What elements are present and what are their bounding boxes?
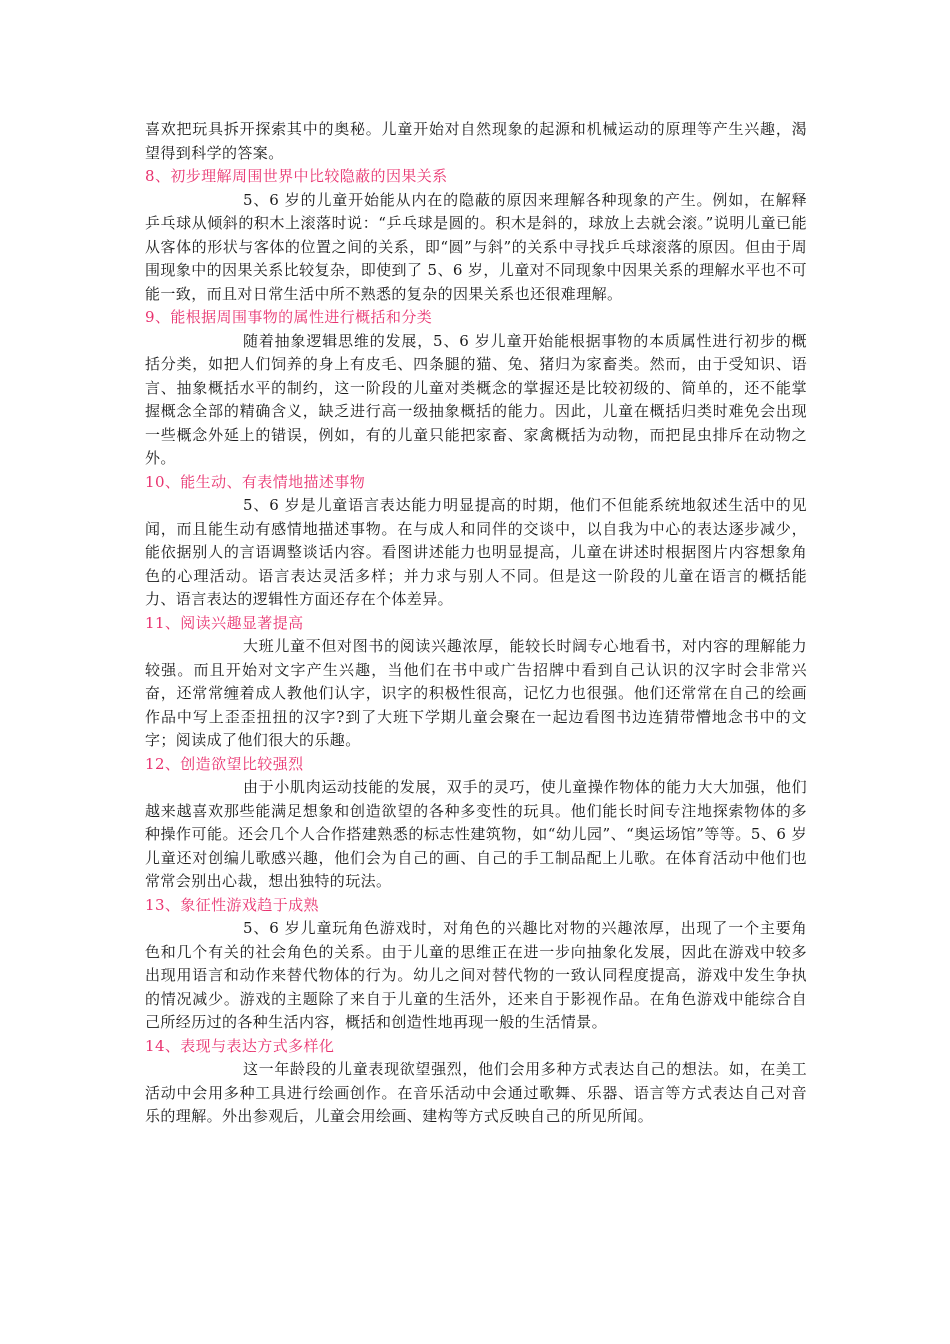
section-11 (145, 612, 807, 753)
section-10 (145, 471, 807, 612)
section-9 (145, 306, 807, 471)
section-body: 5、6 岁是儿童语言表达能力明显提高的时期，他们不但能系统地叙述生活中的见闻，而且能生动有感情地描述事物。在与成人和同伴的交谈中，以自我为中心的表达逐步减少，能依据别人的言语调整谈话内容。看图讲述能力也明显提高，儿童在讲述时根据图片内容想象角色的心理活动。语言表达灵活多样；并力求与别人不同。但是这一阶段的儿童在语言的概括能力、语言表达的逻辑性方面还存在个体差异。 (145, 496, 807, 608)
intro-paragraph: 喜欢把玩具拆开探索其中的奥秘。儿童开始对自然现象的起源和机械运动的原理等产生兴趣，渴望得到科学的答案。 (145, 120, 807, 162)
section-12 (145, 753, 807, 894)
section-13 (145, 894, 807, 1035)
section-body: 由于小肌肉运动技能的发展，双手的灵巧，使儿童操作物体的能力大大加强，他们越来越喜欢那些能满足想象和创造欲望的各种多变性的玩具。他们能长时间专注地探索物体的多种操作可能。还会几个人合作搭建熟悉的标志性建筑物，如“幼儿园”、“奥运场馆”等等。5、6 岁儿童还对创编儿歌感兴趣，他们会为自己的画、自己的手工制品配上儿歌。在体育活动中他们也常常会别出心裁，想出独特的玩法。 (145, 778, 807, 890)
section-heading: 11、阅读兴趣显著提高 (145, 613, 304, 632)
section-8 (145, 165, 807, 306)
section-heading: 10、能生动、有表情地描述事物 (145, 472, 366, 491)
section-body: 5、6 岁的儿童开始能从内在的隐蔽的原因来理解各种现象的产生。例如，在解释乒乓球从倾斜的积木上滚落时说：“乒乓球是圆的。积木是斜的，球放上去就会滚。”说明儿童已能从客体的形状与客体的位置之间的关系，即“圆”与斜”的关系中寻找乒乓球滚落的原因。但由于周围现象中的因果关系比较复杂，即使到了 5、6 岁，儿童对不同现象中因果关系的理解水平也不可能一致，而且对日常生活中所不熟悉的复杂的因果关系也还很难理解。 (145, 190, 807, 303)
section-body: 5、6 岁儿童玩角色游戏时，对角色的兴趣比对物的兴趣浓厚，出现了一个主要角色和几个有关的社会角色的关系。由于儿童的思维正在进一步向抽象化发展，因此在游戏中较多出现用语言和动作来替代物体的行为。幼儿之间对替代物的一致认同程度提高，游戏中发生争执的情况减少。游戏的主题除了来自于儿童的生活外，还来自于影视作品。在角色游戏中能综合自己所经历过的各种生活内容，概括和创造性地再现一般的生活情景。 (145, 919, 807, 1031)
section-body: 这一年龄段的儿童表现欲望强烈，他们会用多种方式表达自己的想法。如，在美工活动中会用多种工具进行绘画创作。在音乐活动中会通过歌舞、乐器、语言等方式表达自己对音乐的理解。外出参观后，儿童会用绘画、建构等方式反映自己的所见所闻。 (145, 1060, 807, 1125)
document-page (145, 118, 807, 1129)
section-heading: 14、表现与表达方式多样化 (145, 1036, 335, 1055)
section-body: 随着抽象逻辑思维的发展，5、6 岁儿童开始能根据事物的本质属性进行初步的概括分类，如把人们饲养的身上有皮毛、四条腿的猫、兔、猪归为家畜类。然而，由于受知识、语言、抽象概括水平的制约，这一阶段的儿童对类概念的掌握还是比较初级的、简单的，还不能掌握概念全部的精确含义，缺乏进行高一级抽象概括的能力。因此，儿童在概括归类时难免会出现一些概念外延上的错误，例如，有的儿童只能把家畜、家禽概括为动物，而把昆虫排斥在动物之外。 (145, 331, 807, 467)
section-heading: 12、创造欲望比较强烈 (145, 754, 304, 773)
section-body: 大班儿童不但对图书的阅读兴趣浓厚，能较长时阔专心地看书，对内容的理解能力较强。而且开始对文字产生兴趣，当他们在书中或广告招牌中看到自己认识的汉字时会非常兴奋，还常常缠着成人教他们认字，识字的积极性很高，记忆力也很强。他们还常常在自己的绘画作品中写上歪歪扭扭的汉字?到了大班下学期儿童会聚在一起边看图书边连猜带懵地念书中的文字；阅读成了他们很大的乐趣。 (145, 637, 807, 749)
section-heading: 13、象征性游戏趋于成熟 (145, 895, 319, 914)
section-14 (145, 1035, 807, 1129)
section-heading: 9、能根据周围事物的属性进行概括和分类 (145, 308, 433, 326)
section-heading: 8、初步理解周围世界中比较隐蔽的因果关系 (145, 167, 448, 185)
